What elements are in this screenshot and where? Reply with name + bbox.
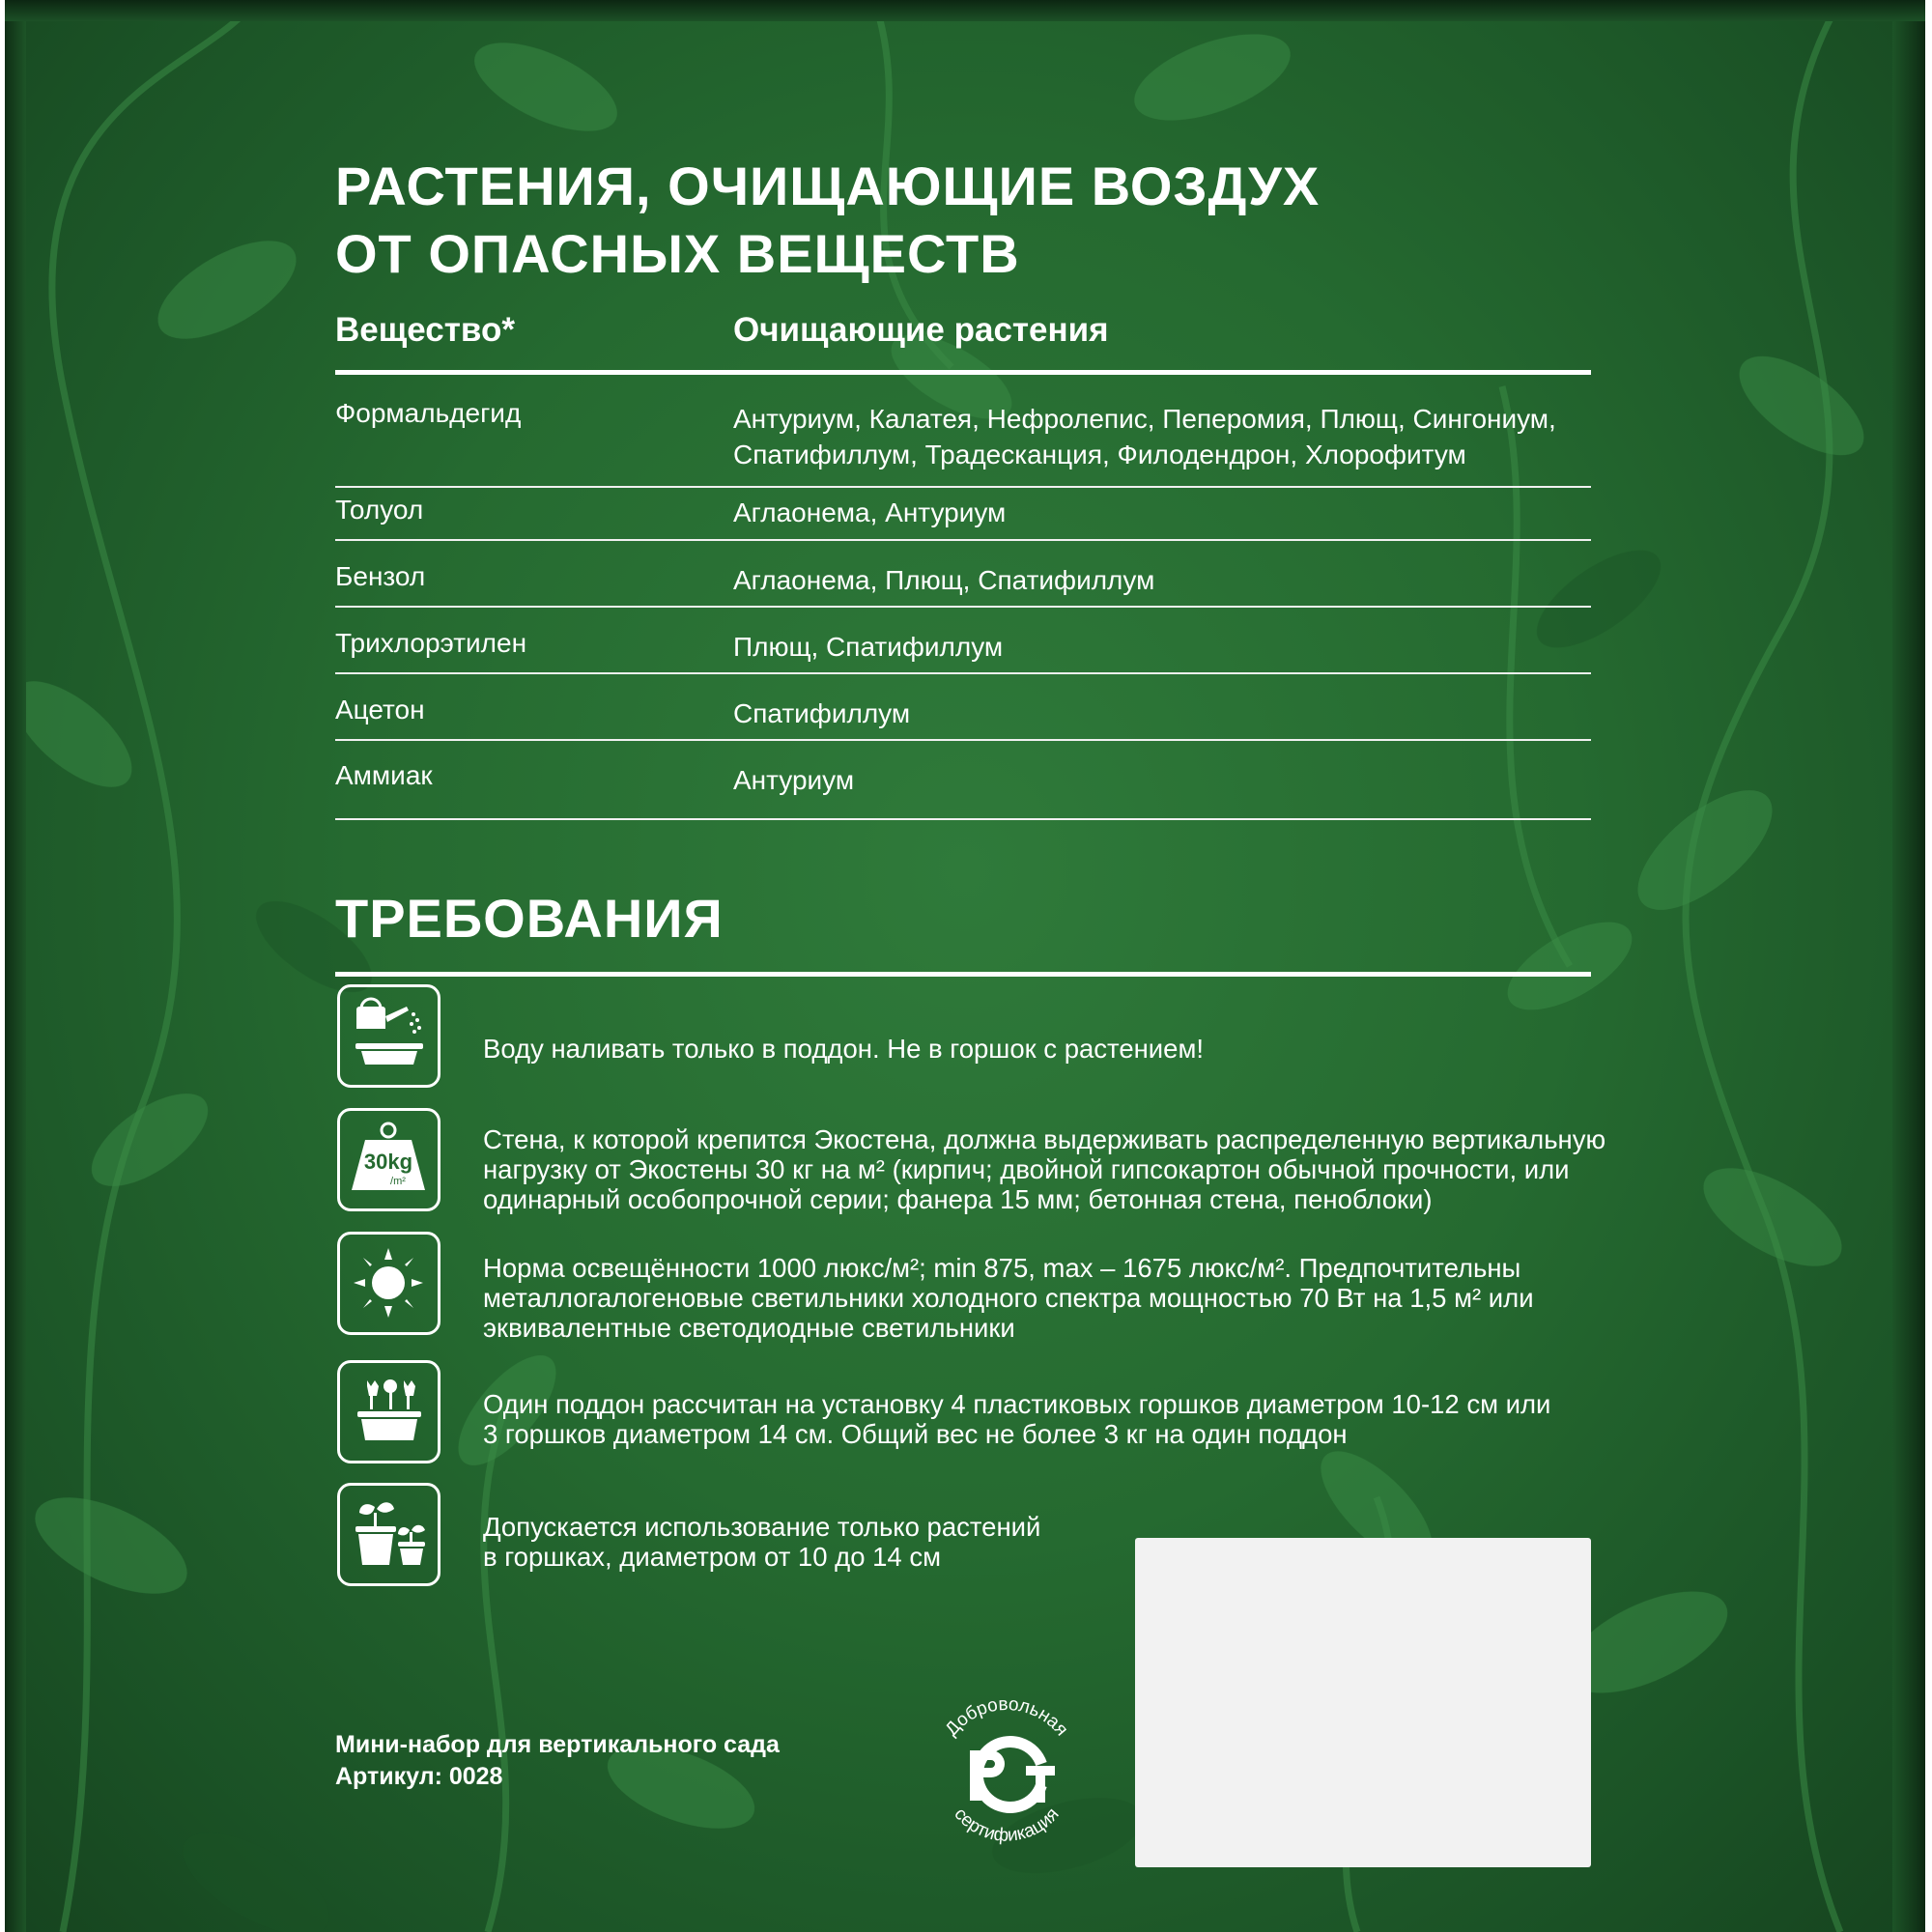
requirement-2-line-2: нагрузку от Экостены 30 кг на м² (кирпич; двойной гипсокартон обычной прочности, или bbox=[483, 1154, 1570, 1184]
requirement-2-text bbox=[483, 1124, 1613, 1214]
rst-mark-icon bbox=[970, 1742, 1055, 1807]
leaf-pattern-background bbox=[5, 0, 1925, 1932]
row-0-substance: Формальдегид bbox=[335, 398, 522, 428]
requirement-3-line-2: металлогалогеновые светильники холодного спектра мощностью 70 Вт на 1,5 м² или bbox=[483, 1283, 1534, 1313]
table-row-rule bbox=[335, 739, 1591, 741]
row-0-plants-line-1: Антуриум, Калатея, Нефролепис, Пеперомия, Плющ, Сингониум, bbox=[733, 404, 1556, 434]
table-row-rule bbox=[335, 606, 1591, 608]
requirement-5-line-2: в горшках, диаметром от 10 до 14 см bbox=[483, 1542, 942, 1572]
row-4-substance: Ацетон bbox=[335, 695, 425, 724]
row-2-plants: Аглаонема, Плющ, Спатифиллум bbox=[733, 565, 1155, 595]
green-box bbox=[5, 0, 1925, 1932]
box-edge-top bbox=[5, 0, 1925, 21]
svg-text:/m²: /m² bbox=[390, 1176, 406, 1187]
requirements-title: ТРЕБОВАНИЯ bbox=[335, 888, 724, 949]
plants-in-tray-icon bbox=[337, 1360, 440, 1463]
row-5-plants: Антуриум bbox=[733, 765, 855, 795]
requirement-3-text bbox=[483, 1253, 1613, 1343]
title-line-2: ОТ ОПАСНЫХ ВЕЩЕСТВ bbox=[335, 223, 1020, 284]
title-line-1: РАСТЕНИЯ, ОЧИЩАЮЩИЕ ВОЗДУХ bbox=[335, 156, 1321, 216]
page-title bbox=[335, 153, 1494, 288]
requirement-1-line-1: Воду наливать только в поддон. Не в горшок с растением! bbox=[483, 1034, 1205, 1064]
watering-can-tray-icon bbox=[337, 984, 440, 1088]
requirement-4-line-2: 3 горшков диаметром 14 см. Общий вес не более 3 кг на один поддон bbox=[483, 1419, 1348, 1449]
box-edge-right bbox=[1892, 0, 1925, 1932]
product-name: Мини-набор для вертикального сада bbox=[335, 1731, 780, 1758]
box-edge-left bbox=[5, 0, 26, 1932]
requirement-1-text bbox=[483, 1034, 1613, 1064]
requirements-rule bbox=[335, 972, 1591, 977]
row-1-plants: Аглаонема, Антуриум bbox=[733, 497, 1007, 527]
row-4-plants: Спатифиллум bbox=[733, 698, 911, 728]
row-3-plants: Плющ, Спатифиллум bbox=[733, 632, 1004, 662]
requirement-3-line-1: Норма освещённости 1000 люкс/м²; min 875, max – 1675 люкс/м². Предпочтительны bbox=[483, 1253, 1521, 1283]
table-row-rule bbox=[335, 672, 1591, 674]
table-row-rule bbox=[335, 539, 1591, 541]
svg-text:30kg: 30kg bbox=[363, 1150, 413, 1174]
two-pots-icon bbox=[337, 1483, 440, 1586]
footer bbox=[335, 1729, 780, 1793]
header-substance: Вещество* bbox=[335, 311, 515, 349]
sun-icon bbox=[337, 1232, 440, 1335]
header-plants: Очищающие растения bbox=[733, 311, 1109, 349]
row-5-substance: Аммиак bbox=[335, 760, 433, 790]
row-2-substance: Бензол bbox=[335, 561, 426, 591]
table-row-rule bbox=[335, 486, 1591, 488]
row-0-plants-line-2: Спатифиллум, Традесканция, Филодендрон, Хлорофитум bbox=[733, 440, 1466, 469]
weight-30kg-icon bbox=[337, 1108, 440, 1211]
article-number: Артикул: 0028 bbox=[335, 1763, 503, 1790]
table-bottom-rule bbox=[335, 818, 1591, 820]
requirement-5-line-1: Допускается использование только растений bbox=[483, 1512, 1041, 1542]
requirement-3-line-3: эквивалентные светодиодные светильники bbox=[483, 1313, 1015, 1343]
requirement-4-line-1: Один поддон рассчитан на установку 4 пластиковых горшков диаметром 10-12 см или bbox=[483, 1389, 1551, 1419]
requirement-2-line-1: Стена, к которой крепится Экостена, должна выдерживать распределенную вертикальную bbox=[483, 1124, 1606, 1154]
requirement-2-line-3: одинарный особопрочной серии; фанера 15 мм; бетонная стена, пеноблоки) bbox=[483, 1184, 1433, 1214]
requirement-4-text bbox=[483, 1389, 1613, 1449]
row-3-substance: Трихлорэтилен bbox=[335, 628, 527, 658]
row-1-substance: Толуол bbox=[335, 495, 424, 525]
cert-top-text: Добровольная bbox=[941, 1693, 1072, 1741]
rst-certification-logo bbox=[914, 1679, 1099, 1864]
blank-label-sticker bbox=[1135, 1538, 1591, 1867]
table-header-rule bbox=[335, 370, 1591, 375]
cert-bottom-text: сертификация bbox=[950, 1804, 1064, 1847]
